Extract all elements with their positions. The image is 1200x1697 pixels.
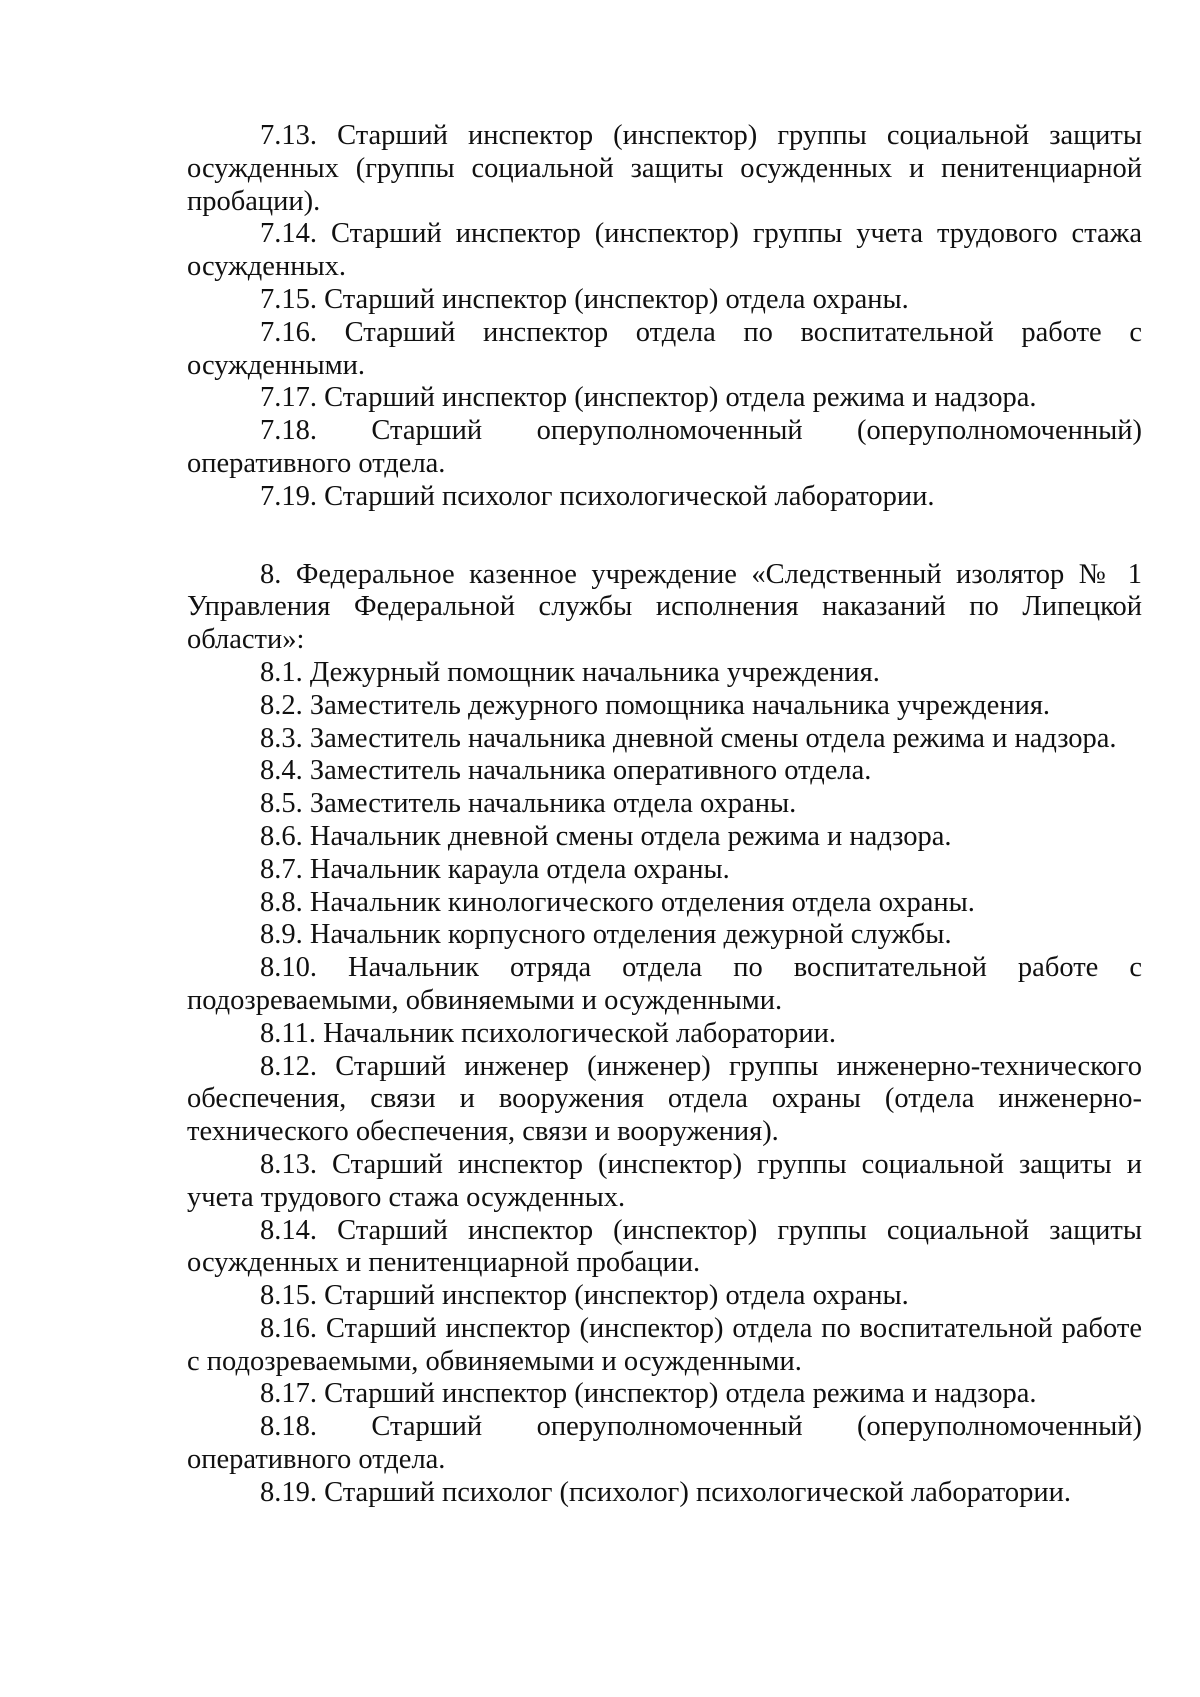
list-item-8-10: 8.10. Начальник отряда отдела по воспитательной работе с подозреваемыми, обвиняемыми и осужденными. [187,952,1142,1016]
list-item-8-1: 8.1. Дежурный помощник начальника учреждения. [260,656,880,688]
list-item-8-17: 8.17. Старший инспектор (инспектор) отдела режима и надзора. [260,1378,1037,1410]
list-item-8-3: 8.3. Заместитель начальника дневной смены отдела режима и надзора. [260,722,1117,754]
list-item-8-15: 8.15. Старший инспектор (инспектор) отдела охраны. [260,1280,909,1312]
list-item-8-12: 8.12. Старший инженер (инженер) группы инженерно-технического обеспечения, связи и вооружения отдела охраны (отдела инженерно-технического обеспечения, связи и вооружения). [187,1050,1142,1148]
list-item-8-7: 8.7. Начальник караула отдела охраны. [260,853,730,885]
document-body [187,120,1142,1510]
list-item-8-8: 8.8. Начальник кинологического отделения отдела охраны. [260,886,975,918]
list-item-8-9: 8.9. Начальник корпусного отделения дежурной службы. [260,919,952,951]
list-item-7-19: 7.19. Старший психолог психологической лаборатории. [260,480,935,512]
list-item-7-15: 7.15. Старший инспектор (инспектор) отдела охраны. [260,283,909,315]
list-item-8-19: 8.19. Старший психолог (психолог) психологической лаборатории. [260,1476,1071,1508]
section-spacer [187,514,1142,559]
list-item-7-13: 7.13. Старший инспектор (инспектор) группы социальной защиты осужденных (группы социальной защиты осужденных и пенитенциарной пробации). [187,120,1142,217]
list-item-8-16: 8.16. Старший инспектор (инспектор) отдела по воспитательной работе с подозреваемыми, обвиняемыми и осужденными. [187,1312,1142,1377]
list-item-8-11: 8.11. Начальник психологической лаборатории. [260,1017,837,1049]
list-item-7-16: 7.16. Старший инспектор отдела по воспитательной работе с осужденными. [187,316,1142,381]
list-item-8-4: 8.4. Заместитель начальника оперативного отдела. [260,755,872,787]
list-item-7-18: 7.18. Старший оперуполномоченный (оперуполномоченный) оперативного отдела. [187,415,1142,479]
list-item-8-6: 8.6. Начальник дневной смены отдела режима и надзора. [260,820,952,852]
list-item-8-14: 8.14. Старший инспектор (инспектор) группы социальной защиты осужденных и пенитенциарной пробации. [187,1214,1142,1279]
list-item-8-2: 8.2. Заместитель дежурного помощника начальника учреждения. [260,689,1051,721]
list-item-7-14: 7.14. Старший инспектор (инспектор) группы учета трудового стажа осужденных. [187,218,1142,283]
list-item-7-17: 7.17. Старший инспектор (инспектор) отдела режима и надзора. [260,382,1037,414]
list-item-8-5: 8.5. Заместитель начальника отдела охраны. [260,788,797,820]
section-8-heading: 8. Федеральное казенное учреждение «Следственный изолятор № 1 Управления Федеральной службы исполнения наказаний по Липецкой области»: [187,558,1142,656]
list-item-8-13: 8.13. Старший инспектор (инспектор) группы социальной защиты и учета трудового стажа осужденных. [187,1148,1142,1213]
list-item-8-18: 8.18. Старший оперуполномоченный (оперуполномоченный) оперативного отдела. [187,1411,1142,1476]
